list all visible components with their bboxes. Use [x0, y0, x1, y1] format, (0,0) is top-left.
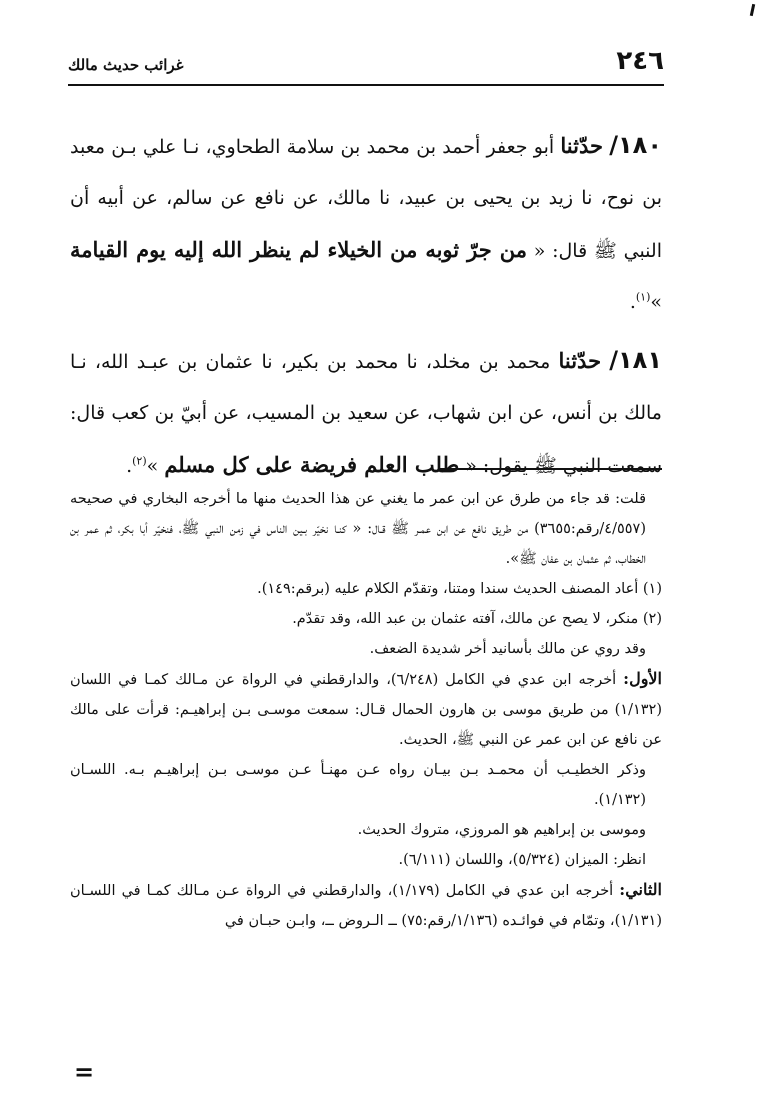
hadith-matn: من جرّ ثوبه من الخيلاء لم ينظر الله إليه يوم القيامة: [70, 237, 527, 262]
note-khatib: وذكر الخطيـب أن محمـد بـن بيـان رواه عـن مهنـأ عـن موسـى بـن إبراهيـم بـه. اللسـان (١/١٣٢).: [70, 762, 646, 808]
footnotes: [70, 484, 662, 936]
note-first: [70, 664, 662, 755]
note-text: أخرجه ابن عدي في الكامل (١/١٧٩)، والدارقطني في الرواة عـن مـالك كمـا في اللسـان (١/١٣١)، وتمّام في فوائـده (١/١٣٦/رقم:٧٥) ــ الـروض ــ، وابـن حبـان في: [70, 883, 662, 929]
footnote-2: (٢) منكر، لا يصح عن مالك، آفته عثمان بن عبد الله، وقد تقدّم.: [292, 611, 662, 627]
note-musa: وموسى بن إبراهيم هو المروزي، متروك الحديث.: [357, 822, 646, 838]
main-text: [70, 120, 662, 499]
book-title: غرائب حديث مالك: [68, 56, 184, 74]
quote-close: »: [650, 291, 662, 313]
footnote-divider: [440, 468, 662, 470]
note-text: أخرجه ابن عدي في الكامل (٦/٢٤٨)، والدارقطني في الرواة عن مـالك كمـا في اللسان (١/١٣٢) من طريق موسى بن هارون الحمال قـال: سمعت موسـى بـن إبراهيـم: قرأت على مالك عن نافع عن ابن عمر عن النبي ﷺ، الحديث.: [70, 672, 662, 748]
note-unzur: انظر: الميزان (٥/٣٢٤)، واللسان (٦/١١١).: [398, 852, 646, 868]
hadith-number: ١٨٠/: [609, 131, 662, 159]
hadith-chain: محمد بن مخلد، نا محمد بن بكير، نا عثمان بن عبـد الله، نـا مالك بن أنس، عن ابن شهاب، عن سعيد بن المسيب، عن أبيّ بن كعب قال: سمعت النبي ﷺ يقول: «: [70, 351, 662, 477]
hadith-180: [70, 120, 662, 328]
hadith-opener: حدّثنا: [558, 348, 602, 373]
hadith-matn: طلب العلم فريضة على كل مسلم: [164, 452, 460, 477]
note-qult: قلت: قد جاء من طرق عن ابن عمر ما يغني عن هذا الحديث منها ما أخرجه البخاري في صحيحه (٤/٥٥٧/رقم:٣٦٥٥) من طريق نافع عن ابن عمـر ﷺ قـال: « كنـا نخيّر بـين الناس في زمن النبي ﷺ، فنخيّر أبا بكر، ثم عمر بن الخطاب، ثم عثمان بن عفان ﷺ».: [70, 491, 646, 567]
note-also-narrated: وقد روي عن مالك بأسانيد أخر شديدة الضعف.: [369, 641, 646, 657]
scan-corner-mark: [750, 4, 755, 16]
note-label: الأول:: [623, 669, 662, 688]
page-number: ٢٤٦: [616, 46, 664, 76]
quote-close: »: [146, 455, 159, 477]
note-second: [70, 875, 662, 936]
note-label: الثاني:: [619, 880, 662, 899]
continuation-mark: =: [74, 1058, 95, 1086]
footnote-ref: (١): [635, 290, 651, 304]
sentence-end: .: [126, 455, 133, 477]
sentence-end: .: [629, 291, 636, 313]
hadith-opener: حدّثنا: [560, 133, 603, 158]
footnote-ref: (٢): [132, 454, 147, 468]
running-header: [68, 40, 664, 86]
hadith-chain: أبو جعفر أحمد بن محمد بن سلامة الطحاوي، نـا علي بـن معبد بن نوح، نا زيد بن يحيى بن عبيد، نا مالك، عن نافع عن سالم، عن أبيه أن النبي ﷺ قال: «: [70, 136, 662, 262]
footnote-1: (١) أعاد المصنف الحديث سندا ومتنا، وتقدّم الكلام عليه (برقم:١٤٩).: [257, 581, 662, 597]
hadith-number: ١٨١/: [609, 346, 662, 374]
